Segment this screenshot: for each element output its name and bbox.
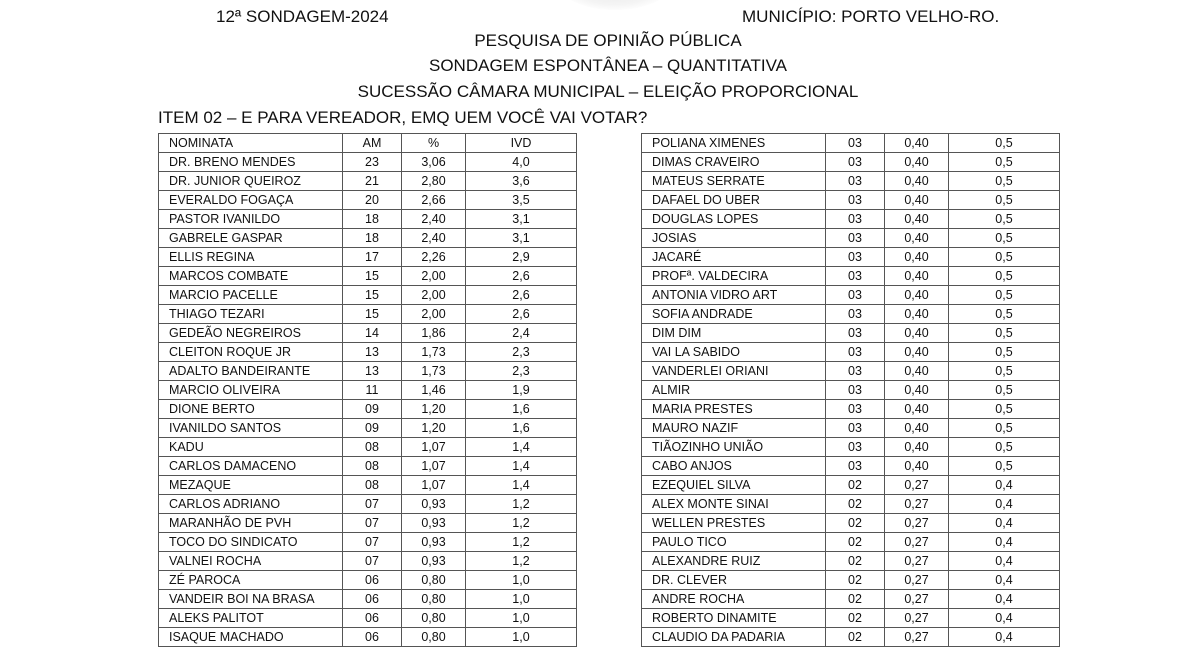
table-row	[159, 514, 577, 533]
ivd-cell: 4,0	[466, 153, 577, 172]
table-row	[642, 457, 1060, 476]
am-cell: 02	[826, 590, 885, 609]
doc-subtitle: SONDAGEM ESPONTÂNEA – QUANTITATIVA	[428, 56, 787, 75]
ivd-cell: 0,4	[949, 552, 1060, 571]
am-cell: 18	[343, 229, 402, 248]
name-cell: CLEITON ROQUE JR	[159, 343, 343, 362]
name-cell: GEDEÃO NEGREIROS	[159, 324, 343, 343]
name-cell: NOMINATA	[159, 134, 343, 153]
name-cell: EVERALDO FOGAÇA	[159, 191, 343, 210]
ivd-cell: 1,4	[466, 457, 577, 476]
am-cell: 17	[343, 248, 402, 267]
percent-cell: 0,40	[885, 305, 949, 324]
name-cell: MEZAQUE	[159, 476, 343, 495]
table-row	[159, 457, 577, 476]
table-row	[642, 514, 1060, 533]
am-cell: 20	[343, 191, 402, 210]
table-row	[642, 134, 1060, 153]
table-row	[642, 324, 1060, 343]
am-cell: 02	[826, 628, 885, 647]
percent-cell: 0,27	[885, 514, 949, 533]
am-cell: AM	[343, 134, 402, 153]
percent-cell: 1,07	[402, 457, 466, 476]
am-cell: 03	[826, 229, 885, 248]
percent-cell: 0,80	[402, 571, 466, 590]
ivd-cell: 1,2	[466, 552, 577, 571]
am-cell: 02	[826, 552, 885, 571]
table-row	[642, 172, 1060, 191]
am-cell: 03	[826, 134, 885, 153]
table-row	[159, 590, 577, 609]
name-cell: MARIA PRESTES	[642, 400, 826, 419]
ivd-cell: 2,6	[466, 305, 577, 324]
am-cell: 09	[343, 400, 402, 419]
percent-cell: 0,40	[885, 191, 949, 210]
am-cell: 06	[343, 571, 402, 590]
percent-cell: 0,27	[885, 533, 949, 552]
am-cell: 03	[826, 286, 885, 305]
am-cell: 07	[343, 495, 402, 514]
table-row	[642, 552, 1060, 571]
ivd-cell: 1,6	[466, 419, 577, 438]
ivd-cell: 0,5	[949, 210, 1060, 229]
percent-cell: 0,27	[885, 571, 949, 590]
name-cell: EZEQUIEL SILVA	[642, 476, 826, 495]
am-cell: 03	[826, 191, 885, 210]
ivd-cell: 2,4	[466, 324, 577, 343]
municipality: MUNICÍPIO: PORTO VELHO-RO.	[742, 7, 1000, 26]
am-cell: 03	[826, 381, 885, 400]
table-row	[159, 153, 577, 172]
name-cell: ALEXANDRE RUIZ	[642, 552, 826, 571]
table-row	[159, 476, 577, 495]
percent-cell: 0,27	[885, 552, 949, 571]
name-cell: VANDERLEI ORIANI	[642, 362, 826, 381]
name-cell: IVANILDO SANTOS	[159, 419, 343, 438]
name-cell: ISAQUE MACHADO	[159, 628, 343, 647]
percent-cell: 0,27	[885, 628, 949, 647]
am-cell: 06	[343, 609, 402, 628]
percent-cell: 2,26	[402, 248, 466, 267]
ivd-cell: 1,2	[466, 495, 577, 514]
ivd-cell: 1,4	[466, 438, 577, 457]
percent-cell: 0,93	[402, 552, 466, 571]
table-row	[159, 571, 577, 590]
name-cell: MARCIO PACELLE	[159, 286, 343, 305]
percent-cell: 0,40	[885, 210, 949, 229]
percent-cell: 2,00	[402, 267, 466, 286]
name-cell: DIM DIM	[642, 324, 826, 343]
ivd-cell: 2,6	[466, 267, 577, 286]
ivd-cell: 2,3	[466, 343, 577, 362]
name-cell: DAFAEL DO UBER	[642, 191, 826, 210]
table-row	[159, 248, 577, 267]
name-cell: VANDEIR BOI NA BRASA	[159, 590, 343, 609]
ivd-cell: 0,5	[949, 248, 1060, 267]
name-cell: DR. CLEVER	[642, 571, 826, 590]
percent-cell: 1,20	[402, 400, 466, 419]
table-row	[642, 267, 1060, 286]
percent-cell: 2,40	[402, 210, 466, 229]
name-cell: TOCO DO SINDICATO	[159, 533, 343, 552]
ivd-cell: 2,9	[466, 248, 577, 267]
percent-cell: 2,80	[402, 172, 466, 191]
am-cell: 15	[343, 267, 402, 286]
ivd-cell: 1,2	[466, 514, 577, 533]
ivd-cell: 0,4	[949, 571, 1060, 590]
ivd-cell: 0,4	[949, 609, 1060, 628]
ivd-cell: 0,5	[949, 381, 1060, 400]
table-row	[642, 381, 1060, 400]
name-cell: SOFIA ANDRADE	[642, 305, 826, 324]
name-cell: VAI LA SABIDO	[642, 343, 826, 362]
ivd-cell: 0,5	[949, 324, 1060, 343]
percent-cell: 0,40	[885, 362, 949, 381]
table-row	[642, 286, 1060, 305]
table-row	[642, 628, 1060, 647]
ivd-cell: IVD	[466, 134, 577, 153]
percent-cell: 0,80	[402, 609, 466, 628]
name-cell: CARLOS DAMACENO	[159, 457, 343, 476]
table-row	[159, 419, 577, 438]
am-cell: 03	[826, 267, 885, 286]
percent-cell: 0,80	[402, 590, 466, 609]
name-cell: WELLEN PRESTES	[642, 514, 826, 533]
percent-cell: 0,40	[885, 248, 949, 267]
table-row	[159, 438, 577, 457]
doc-title: PESQUISA DE OPINIÃO PÚBLICA	[474, 31, 742, 50]
table-row	[642, 400, 1060, 419]
am-cell: 07	[343, 514, 402, 533]
percent-cell: 0,40	[885, 172, 949, 191]
ivd-cell: 2,3	[466, 362, 577, 381]
table-row	[642, 210, 1060, 229]
am-cell: 03	[826, 153, 885, 172]
ivd-cell: 3,5	[466, 191, 577, 210]
percent-cell: 2,66	[402, 191, 466, 210]
ivd-cell: 3,1	[466, 210, 577, 229]
name-cell: ZÉ PAROCA	[159, 571, 343, 590]
ivd-cell: 0,5	[949, 343, 1060, 362]
am-cell: 03	[826, 305, 885, 324]
percent-cell: 0,40	[885, 229, 949, 248]
name-cell: POLIANA XIMENES	[642, 134, 826, 153]
name-cell: ALMIR	[642, 381, 826, 400]
name-cell: CABO ANJOS	[642, 457, 826, 476]
percent-cell: 0,80	[402, 628, 466, 647]
am-cell: 02	[826, 495, 885, 514]
doc-subtitle-2: SUCESSÃO CÂMARA MUNICIPAL – ELEIÇÃO PROPORCIONAL	[357, 82, 859, 101]
am-cell: 03	[826, 419, 885, 438]
table-row	[642, 495, 1060, 514]
am-cell: 15	[343, 305, 402, 324]
table-row	[159, 609, 577, 628]
ivd-cell: 0,5	[949, 191, 1060, 210]
percent-cell: 3,06	[402, 153, 466, 172]
am-cell: 14	[343, 324, 402, 343]
item-question: ITEM 02 – E PARA VEREADOR, EMQ UEM VOCÊ VAI VOTAR?	[158, 108, 648, 127]
percent-cell: 0,40	[885, 400, 949, 419]
am-cell: 03	[826, 400, 885, 419]
table-row	[642, 248, 1060, 267]
header-logo-shadow	[560, 0, 670, 10]
percent-cell: 0,40	[885, 438, 949, 457]
percent-cell: 0,27	[885, 609, 949, 628]
am-cell: 02	[826, 609, 885, 628]
am-cell: 18	[343, 210, 402, 229]
ivd-cell: 0,5	[949, 267, 1060, 286]
name-cell: THIAGO TEZARI	[159, 305, 343, 324]
table-row	[642, 362, 1060, 381]
table-row	[642, 476, 1060, 495]
table-row	[642, 533, 1060, 552]
ivd-cell: 1,6	[466, 400, 577, 419]
ivd-cell: 0,4	[949, 533, 1060, 552]
am-cell: 02	[826, 476, 885, 495]
ivd-cell: 1,0	[466, 609, 577, 628]
table-row	[642, 153, 1060, 172]
ivd-cell: 0,5	[949, 419, 1060, 438]
name-cell: ADALTO BANDEIRANTE	[159, 362, 343, 381]
am-cell: 13	[343, 343, 402, 362]
name-cell: KADU	[159, 438, 343, 457]
name-cell: MATEUS SERRATE	[642, 172, 826, 191]
am-cell: 07	[343, 552, 402, 571]
table-row	[642, 305, 1060, 324]
table-header-row	[159, 134, 577, 153]
ivd-cell: 1,2	[466, 533, 577, 552]
percent-cell: 0,40	[885, 267, 949, 286]
name-cell: DR. BRENO MENDES	[159, 153, 343, 172]
table-row	[159, 267, 577, 286]
percent-cell: 0,40	[885, 381, 949, 400]
results-table-right	[641, 133, 1060, 647]
table-row	[642, 571, 1060, 590]
percent-cell: 0,40	[885, 153, 949, 172]
percent-cell: 1,73	[402, 343, 466, 362]
percent-cell: 0,93	[402, 495, 466, 514]
percent-cell: 1,46	[402, 381, 466, 400]
results-table-left	[158, 133, 577, 647]
am-cell: 03	[826, 248, 885, 267]
name-cell: JACARÉ	[642, 248, 826, 267]
name-cell: CLAUDIO DA PADARIA	[642, 628, 826, 647]
am-cell: 03	[826, 343, 885, 362]
percent-cell: 1,07	[402, 476, 466, 495]
percent-cell: 0,40	[885, 286, 949, 305]
ivd-cell: 0,5	[949, 305, 1060, 324]
ivd-cell: 0,5	[949, 134, 1060, 153]
am-cell: 03	[826, 438, 885, 457]
am-cell: 08	[343, 457, 402, 476]
ivd-cell: 0,5	[949, 286, 1060, 305]
am-cell: 06	[343, 628, 402, 647]
name-cell: PROFª. VALDECIRA	[642, 267, 826, 286]
ivd-cell: 0,4	[949, 495, 1060, 514]
am-cell: 08	[343, 438, 402, 457]
ivd-cell: 0,4	[949, 628, 1060, 647]
name-cell: MAURO NAZIF	[642, 419, 826, 438]
table-row	[642, 419, 1060, 438]
percent-cell: 0,27	[885, 590, 949, 609]
ivd-cell: 0,5	[949, 438, 1060, 457]
percent-cell: 1,07	[402, 438, 466, 457]
table-row	[159, 305, 577, 324]
table-row	[642, 343, 1060, 362]
name-cell: PAULO TICO	[642, 533, 826, 552]
table-row	[642, 438, 1060, 457]
percent-cell: 0,40	[885, 324, 949, 343]
name-cell: MARANHÃO DE PVH	[159, 514, 343, 533]
ivd-cell: 0,4	[949, 514, 1060, 533]
name-cell: MARCOS COMBATE	[159, 267, 343, 286]
am-cell: 08	[343, 476, 402, 495]
am-cell: 03	[826, 457, 885, 476]
name-cell: ALEKS PALITOT	[159, 609, 343, 628]
survey-edition: 12ª SONDAGEM-2024	[216, 7, 389, 26]
ivd-cell: 0,4	[949, 476, 1060, 495]
ivd-cell: 0,5	[949, 400, 1060, 419]
name-cell: PASTOR IVANILDO	[159, 210, 343, 229]
table-row	[159, 343, 577, 362]
am-cell: 03	[826, 324, 885, 343]
name-cell: DOUGLAS LOPES	[642, 210, 826, 229]
ivd-cell: 1,9	[466, 381, 577, 400]
am-cell: 13	[343, 362, 402, 381]
am-cell: 07	[343, 533, 402, 552]
percent-cell: 0,93	[402, 514, 466, 533]
name-cell: ANTONIA VIDRO ART	[642, 286, 826, 305]
table-row	[642, 609, 1060, 628]
table-row	[159, 362, 577, 381]
name-cell: DIMAS CRAVEIRO	[642, 153, 826, 172]
am-cell: 06	[343, 590, 402, 609]
ivd-cell: 3,1	[466, 229, 577, 248]
am-cell: 15	[343, 286, 402, 305]
am-cell: 11	[343, 381, 402, 400]
table-row	[159, 628, 577, 647]
ivd-cell: 2,6	[466, 286, 577, 305]
percent-cell: 0,93	[402, 533, 466, 552]
percent-cell: 0,27	[885, 495, 949, 514]
table-row	[159, 191, 577, 210]
percent-cell: 2,00	[402, 305, 466, 324]
name-cell: GABRELE GASPAR	[159, 229, 343, 248]
ivd-cell: 0,5	[949, 153, 1060, 172]
table-row	[642, 590, 1060, 609]
table-row	[159, 381, 577, 400]
table-row	[642, 191, 1060, 210]
am-cell: 02	[826, 514, 885, 533]
percent-cell: 0,40	[885, 343, 949, 362]
ivd-cell: 1,0	[466, 590, 577, 609]
ivd-cell: 0,5	[949, 457, 1060, 476]
percent-cell: 1,73	[402, 362, 466, 381]
ivd-cell: 1,0	[466, 628, 577, 647]
table-row	[642, 229, 1060, 248]
am-cell: 09	[343, 419, 402, 438]
percent-cell: %	[402, 134, 466, 153]
ivd-cell: 1,0	[466, 571, 577, 590]
name-cell: JOSIAS	[642, 229, 826, 248]
percent-cell: 1,20	[402, 419, 466, 438]
table-row	[159, 533, 577, 552]
table-row	[159, 286, 577, 305]
percent-cell: 2,40	[402, 229, 466, 248]
am-cell: 03	[826, 210, 885, 229]
name-cell: DIONE BERTO	[159, 400, 343, 419]
table-row	[159, 229, 577, 248]
percent-cell: 0,27	[885, 476, 949, 495]
table-row	[159, 172, 577, 191]
name-cell: VALNEI ROCHA	[159, 552, 343, 571]
am-cell: 03	[826, 362, 885, 381]
ivd-cell: 0,5	[949, 172, 1060, 191]
name-cell: ALEX MONTE SINAI	[642, 495, 826, 514]
am-cell: 03	[826, 172, 885, 191]
table-row	[159, 210, 577, 229]
ivd-cell: 0,5	[949, 362, 1060, 381]
am-cell: 02	[826, 533, 885, 552]
table-row	[159, 400, 577, 419]
name-cell: ELLIS REGINA	[159, 248, 343, 267]
percent-cell: 0,40	[885, 134, 949, 153]
percent-cell: 2,00	[402, 286, 466, 305]
name-cell: CARLOS ADRIANO	[159, 495, 343, 514]
am-cell: 23	[343, 153, 402, 172]
name-cell: ANDRE ROCHA	[642, 590, 826, 609]
table-row	[159, 324, 577, 343]
table-row	[159, 552, 577, 571]
am-cell: 02	[826, 571, 885, 590]
am-cell: 21	[343, 172, 402, 191]
percent-cell: 1,86	[402, 324, 466, 343]
ivd-cell: 1,4	[466, 476, 577, 495]
name-cell: TIÃOZINHO UNIÃO	[642, 438, 826, 457]
ivd-cell: 0,5	[949, 229, 1060, 248]
name-cell: DR. JUNIOR QUEIROZ	[159, 172, 343, 191]
ivd-cell: 3,6	[466, 172, 577, 191]
percent-cell: 0,40	[885, 419, 949, 438]
percent-cell: 0,40	[885, 457, 949, 476]
table-row	[159, 495, 577, 514]
name-cell: ROBERTO DINAMITE	[642, 609, 826, 628]
name-cell: MARCIO OLIVEIRA	[159, 381, 343, 400]
ivd-cell: 0,4	[949, 590, 1060, 609]
